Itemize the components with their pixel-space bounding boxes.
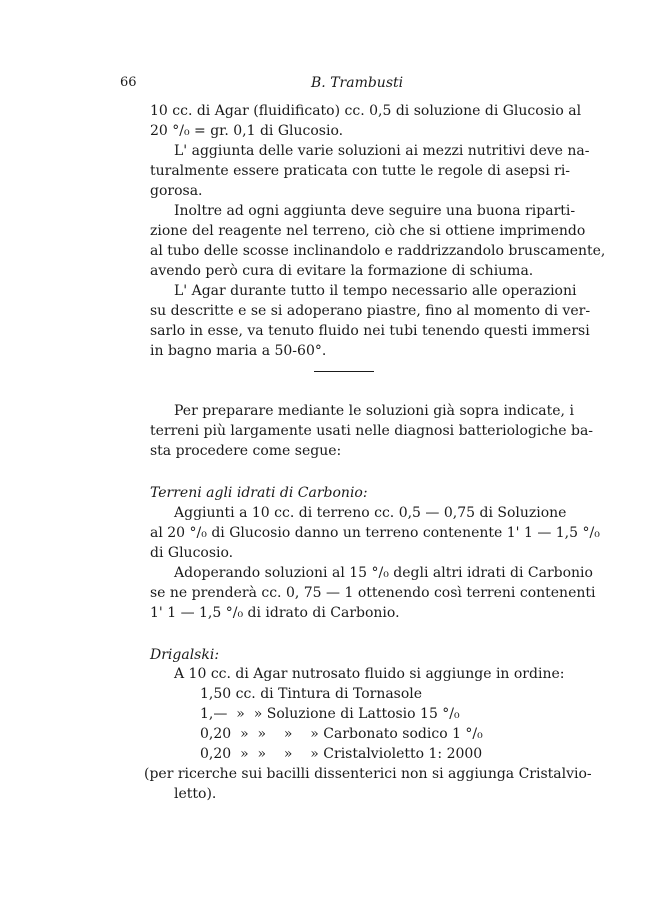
text-line: Inoltre ad ogni aggiunta deve seguire una buona riparti- xyxy=(174,203,576,219)
page-number: 66 xyxy=(120,75,137,90)
recipe-line: 1,50 cc. di Tintura di Tornasole xyxy=(200,686,423,702)
text-line: al 20 °/₀ di Glucosio danno un terreno contenente 1' 1 — 1,5 °/₀ xyxy=(150,525,600,541)
text-line: L' aggiunta delle varie soluzioni ai mezzi nutritivi deve na- xyxy=(174,143,590,159)
text-line: di Glucosio. xyxy=(150,545,234,561)
recipe-line: 0,20 » » » » Carbonato sodico 1 °/₀ xyxy=(200,726,483,742)
section-heading-carbonio: Terreni agli idrati di Carbonio: xyxy=(150,485,368,501)
text-line: 20 °/₀ = gr. 0,1 di Glucosio. xyxy=(150,123,344,139)
text-line: se ne prenderà cc. 0, 75 — 1 ottenendo così terreni contenenti xyxy=(150,585,596,601)
text-line: Adoperando soluzioni al 15 °/₀ degli altri idrati di Carbonio xyxy=(174,565,593,581)
text-line: avendo però cura di evitare la formazione di schiuma. xyxy=(150,263,534,279)
text-line: al tubo delle scosse inclinandolo e raddrizzandolo bruscamente, xyxy=(150,243,606,259)
running-title: B. Trambusti xyxy=(311,75,404,91)
text-line: terreni più largamente usati nelle diagnosi batteriologiche ba- xyxy=(150,423,594,439)
text-line: 10 cc. di Agar (fluidificato) cc. 0,5 di soluzione di Glucosio al xyxy=(150,103,582,119)
text-line: zione del reagente nel terreno, ciò che si ottiene imprimendo xyxy=(150,223,586,239)
text-line: A 10 cc. di Agar nutrosato fluido si aggiunge in ordine: xyxy=(174,666,565,682)
text-line: 1' 1 — 1,5 °/₀ di idrato di Carbonio. xyxy=(150,605,400,621)
text-line: turalmente essere praticata con tutte le regole di asepsi ri- xyxy=(150,163,571,179)
text-line: sta procedere come segue: xyxy=(150,443,342,459)
recipe-line: 0,20 » » » » Cristalvioletto 1: 2000 xyxy=(200,746,483,762)
text-line: Per preparare mediante le soluzioni già sopra indicate, i xyxy=(174,403,574,419)
text-line: su descritte e se si adoperano piastre, fino al momento di ver- xyxy=(150,303,591,319)
text-line: (per ricerche sui bacilli dissenterici non si aggiunga Cristalvio- xyxy=(144,766,592,782)
text-line: Aggiunti a 10 cc. di terreno cc. 0,5 — 0,75 di Soluzione xyxy=(174,505,567,521)
text-line: L' Agar durante tutto il tempo necessario alle operazioni xyxy=(174,283,577,299)
text-line: gorosa. xyxy=(150,183,203,199)
recipe-line: 1,— » » Soluzione di Lattosio 15 °/₀ xyxy=(200,706,460,722)
text-line: letto). xyxy=(174,786,217,802)
section-heading-drigalski: Drigalski: xyxy=(150,647,220,663)
section-divider xyxy=(314,371,374,372)
text-line: in bagno maria a 50-60°. xyxy=(150,343,327,359)
text-line: sarlo in esse, va tenuto fluido nei tubi tenendo questi immersi xyxy=(150,323,590,339)
